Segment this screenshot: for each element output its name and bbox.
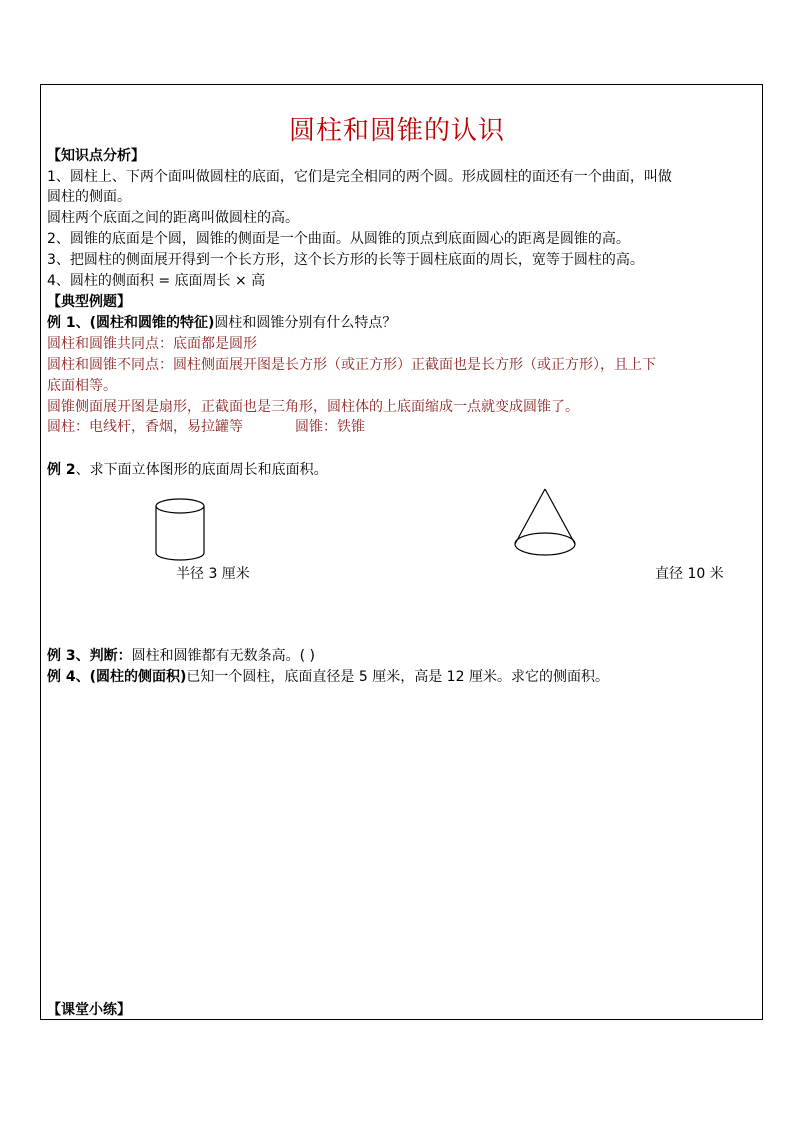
cylinder-figure [150, 495, 210, 565]
example-3 [47, 646, 315, 666]
knowledge-p1b: 圆柱的侧面。 [47, 189, 131, 205]
practice-heading: 【课堂小练】 [47, 1002, 131, 1018]
example-3-text: 圆柱和圆锥都有无数条高。( ) [131, 648, 315, 664]
example-1-answer-4 [47, 417, 365, 437]
example-1-answer-2a: 圆柱和圆锥不同点：圆柱侧面展开图是长方形（或正方形）正截面也是长方形（或正方形），且上下 [47, 357, 656, 373]
knowledge-p1c: 圆柱两个底面之间的距离叫做圆柱的高。 [47, 210, 299, 226]
knowledge-p2: 2、圆锥的底面是个圆，圆锥的侧面是一个曲面。从圆锥的顶点到底面圆心的距离是圆锥的高。 [47, 231, 630, 247]
example-1-answer-2b: 底面相等。 [47, 378, 117, 394]
example-2-text: 、求下面立体图形的底面周长和底面积。 [75, 462, 328, 478]
cone-figure [510, 486, 580, 562]
example-1-cylinder-items: 圆柱：电线杆，香烟，易拉罐等 [47, 419, 243, 435]
cylinder-radius-label: 半径 3 厘米 [176, 566, 250, 582]
example-1-answer-3: 圆锥侧面展开图是扇形，正截面也是三角形，圆柱体的上底面缩成一点就变成圆锥了。 [47, 399, 579, 415]
example-4-label: 例 4、(圆柱的侧面积) [47, 669, 187, 685]
example-3-label: 例 3、判断： [47, 648, 132, 664]
knowledge-p4: 4、圆柱的侧面积 = 底面周长 × 高 [47, 273, 266, 289]
example-1-label: 例 1、(圆柱和圆锥的特征) [47, 315, 215, 331]
example-1-cone-items: 圆锥：铁锥 [295, 419, 365, 435]
example-1 [47, 313, 396, 333]
knowledge-heading: 【知识点分析】 [47, 148, 145, 164]
knowledge-p1a: 1、圆柱上、下两个面叫做圆柱的底面，它们是完全相同的两个圆。形成圆柱的面还有一个曲面，叫做 [47, 169, 672, 185]
cone-diameter-label: 直径 10 米 [655, 566, 724, 582]
example-4-text: 已知一个圆柱，底面直径是 5 厘米，高是 12 厘米。求它的侧面积。 [186, 669, 609, 685]
example-4 [47, 667, 609, 687]
examples-heading: 【典型例题】 [47, 294, 131, 310]
example-1-question: 圆柱和圆锥分别有什么特点？ [214, 315, 397, 331]
example-2 [47, 460, 328, 480]
example-2-label: 例 2 [47, 462, 76, 478]
knowledge-p3: 3、把圆柱的侧面展开得到一个长方形，这个长方形的长等于圆柱底面的周长，宽等于圆柱的高。 [47, 252, 644, 268]
page-title: 圆柱和圆锥的认识 [288, 116, 505, 146]
example-1-answer-1: 圆柱和圆锥共同点：底面都是圆形 [47, 336, 257, 352]
